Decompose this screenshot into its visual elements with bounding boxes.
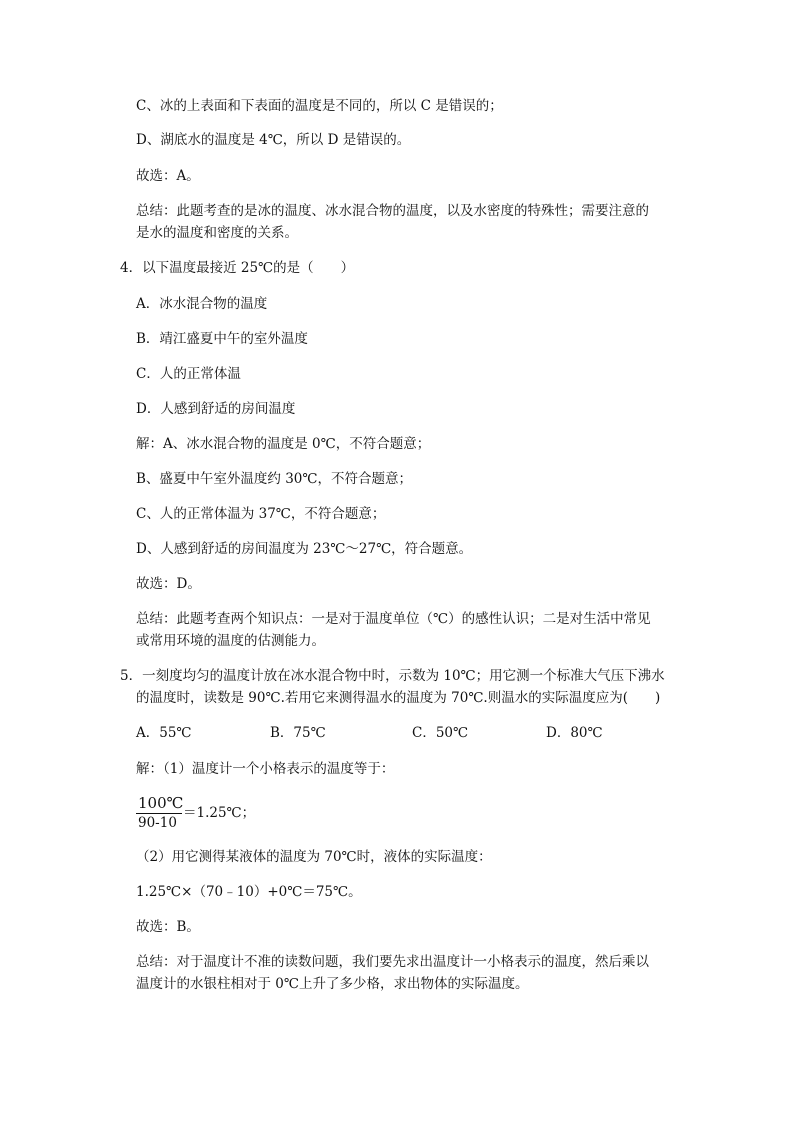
q4-option-a: A．冰水混合物的温度 (136, 296, 268, 312)
solution-q4-c: C、人的正常体温为 37℃，不符合题意； (136, 506, 386, 522)
summary-q4-line1: 总结：此题考查两个知识点：一是对于温度单位（℃）的感性认识；二是对生活中常见 (136, 611, 651, 627)
solution-q4-d: D、人感到舒适的房间温度为 23℃～27℃，符合题意。 (136, 541, 473, 557)
q5-options (136, 724, 656, 742)
summary-q3-line1: 总结：此题考查的是冰的温度、冰水混合物的温度，以及水密度的特殊性；需要注意的 (136, 203, 649, 219)
question-5-line2: 的温度时，读数是 90℃.若用它来测得温水的温度为 70℃.则温水的实际温度应为( ) (136, 690, 661, 706)
q5-option-b: B．75℃ (270, 725, 326, 741)
answer-q3: 故选：A。 (136, 168, 200, 184)
answer-q5: 故选：B。 (136, 919, 200, 935)
q5-option-d: D．80℃ (546, 725, 603, 741)
fraction-result: ＝1.25℃； (183, 805, 256, 821)
q4-option-b: B．靖江盛夏中午的室外温度 (136, 331, 308, 347)
c-explanation: C、冰的上表面和下表面的温度是不同的，所以 C 是错误的； (136, 98, 503, 114)
summary-q3-line2: 是水的温度和密度的关系。 (136, 225, 298, 241)
answer-q4: 故选：D。 (136, 576, 201, 592)
summary-q4-line2: 或常用环境的温度的估测能力。 (136, 633, 325, 649)
solution-q5-step3: 1.25℃×（70﹣10）+0℃＝75℃。 (136, 884, 362, 900)
summary-q5-line1: 总结：对于温度计不准的读数问题，我们要先求出温度计一小格表示的温度，然后乘以 (136, 954, 649, 970)
solution-q5-step2: （2）用它测得某液体的温度为 70℃时，液体的实际温度： (136, 849, 492, 865)
q4-option-d: D．人感到舒适的房间温度 (136, 401, 296, 417)
question-5-line1: 5．一刻度均匀的温度计放在冰水混合物中时，示数为 10℃；用它测一个标准大气压下沸水 (120, 668, 665, 684)
d-explanation: D、湖底水的温度是 4℃，所以 D 是错误的。 (136, 132, 411, 148)
solution-q5-step1: 解：（1）温度计一个小格表示的温度等于： (136, 761, 395, 777)
fraction-numerator: 100℃ (138, 794, 184, 812)
question-4: 4．以下温度最接近 25℃的是（ ） (120, 260, 355, 276)
q5-option-a: A．55℃ (136, 725, 192, 741)
fraction-denominator: 90-10 (138, 815, 177, 831)
solution-q4-a: 解：A、冰水混合物的温度是 0℃，不符合题意； (136, 436, 431, 452)
q5-option-c: C．50℃ (412, 725, 469, 741)
q4-option-c: C．人的正常体温 (136, 366, 241, 382)
solution-q4-b: B、盛夏中午室外温度约 30℃，不符合题意； (136, 471, 412, 487)
summary-q5-line2: 温度计的水银柱相对于 0℃上升了多少格，求出物体的实际温度。 (136, 976, 529, 992)
